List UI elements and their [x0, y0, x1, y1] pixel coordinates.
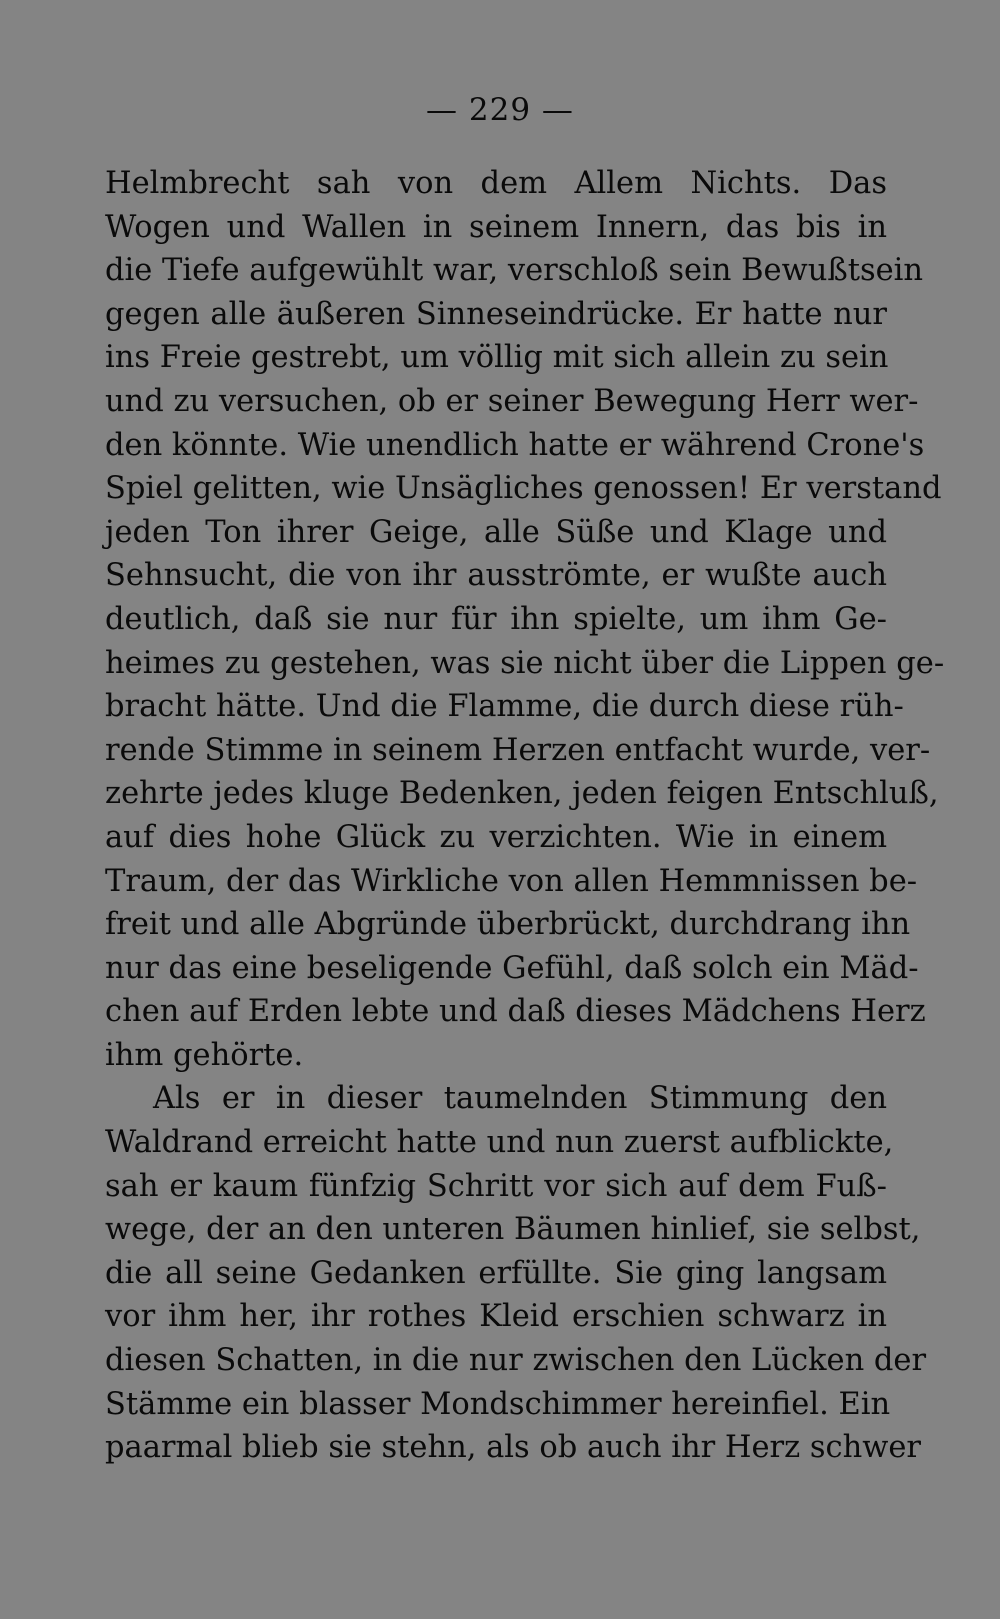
- text-line: rende Stimme in seinem Herzen entfacht wurde, ver-: [105, 732, 931, 768]
- text-line: die Tiefe aufgewühlt war, verschloß sein Bewußtsein: [105, 253, 924, 289]
- text-line: freit und alle Abgründe überbrückt, durchdrang ihn: [105, 907, 911, 943]
- text-line: gegen alle äußeren Sinneseindrücke. Er hatte nur: [105, 296, 887, 332]
- text-line: Sehnsucht, die von ihr ausströmte, er wußte auch: [105, 558, 887, 594]
- text-line: Spiel gelitten, wie Unsägliches genossen! Er verstand: [105, 471, 942, 507]
- text-line: die all seine Gedanken erfüllte. Sie ging langsam: [105, 1255, 887, 1291]
- text-line: nur das eine beseligende Gefühl, daß solch ein Mäd-: [105, 950, 919, 986]
- text-line: und zu versuchen, ob er seiner Bewegung Herr wer-: [105, 383, 919, 419]
- text-line: heimes zu gestehen, was sie nicht über die Lippen ge-: [105, 645, 945, 681]
- text-line: bracht hätte. Und die Flamme, die durch diese rüh-: [105, 689, 904, 725]
- text-line: Helmbrecht sah von dem Allem Nichts. Das: [105, 166, 887, 201]
- text-line: auf dies hohe Glück zu verzichten. Wie in einem: [105, 819, 887, 855]
- text-line: vor ihm her, ihr rothes Kleid erschien schwarz in: [105, 1299, 887, 1335]
- text-line: jeden Ton ihrer Geige, alle Süße und Klage und: [105, 514, 887, 550]
- text-line: den könnte. Wie unendlich hatte er während Crone's: [105, 427, 925, 463]
- text-line: Wogen und Wallen in seinem Innern, das bis in: [105, 209, 887, 245]
- text-line: Traum, der das Wirkliche von allen Hemmnissen be-: [105, 863, 918, 899]
- text-line: Waldrand erreicht hatte und nun zuerst aufblickte,: [105, 1125, 894, 1161]
- text-line: paarmal blieb sie stehn, als ob auch ihr Herz schwer: [105, 1430, 922, 1466]
- text-line: diesen Schatten, in die nur zwischen den Lücken der: [105, 1343, 927, 1379]
- text-line: sah er kaum fünfzig Schritt vor sich auf dem Fuß-: [105, 1168, 887, 1204]
- text-line: deutlich, daß sie nur für ihn spielte, um ihm Ge-: [105, 601, 887, 637]
- body-text: [105, 162, 945, 1470]
- text-line: ihm gehörte.: [105, 1037, 304, 1073]
- text-line: Stämme ein blasser Mondschimmer hereinfiel. Ein: [105, 1386, 891, 1422]
- text-line: zehrte jedes kluge Bedenken, jeden feigen Entschluß,: [105, 776, 939, 812]
- text-line: wege, der an den unteren Bäumen hinlief, sie selbst,: [105, 1212, 921, 1248]
- text-line: Als er in dieser taumelnden Stimmung den: [153, 1081, 887, 1117]
- text-line: chen auf Erden lebte und daß dieses Mädchens Herz: [105, 994, 926, 1030]
- text-line: ins Freie gestrebt, um völlig mit sich allein zu sein: [105, 340, 889, 376]
- page-number: — 229 —: [426, 92, 574, 128]
